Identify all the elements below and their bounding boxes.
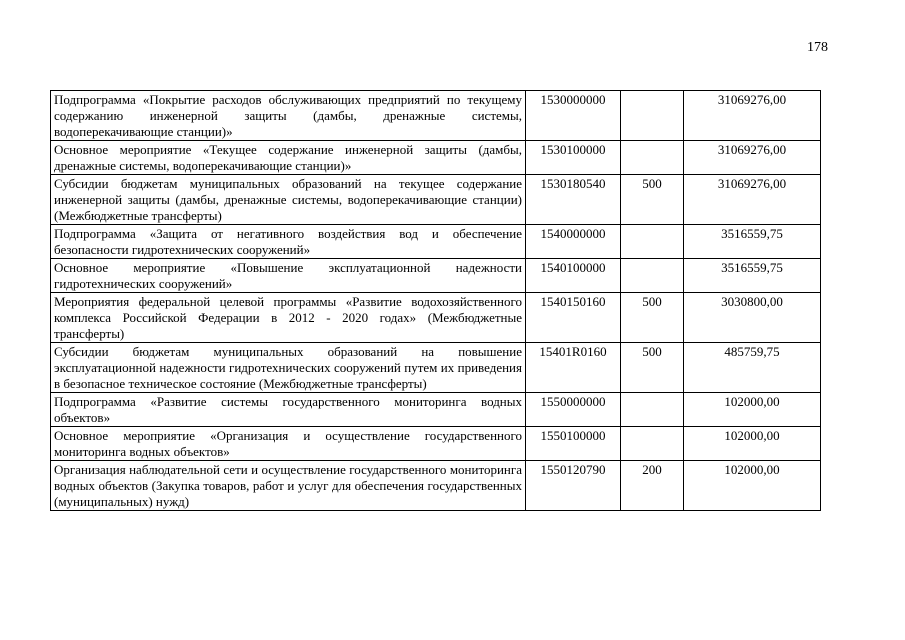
program-name-cell: Субсидии бюджетам муниципальных образований на повышение эксплуатационной надежности гидротехнических сооружений путем их приведения в безопасное техническое состояние (Межбюджетные трансферты) [51,343,526,393]
expense-type-cell [621,427,684,461]
target-code-cell: 1550000000 [526,393,621,427]
table-row [51,259,821,293]
program-name-cell: Основное мероприятие «Текущее содержание инженерной защиты (дамбы, дренажные системы, водоперекачивающие станции)» [51,141,526,175]
target-code-cell: 1550100000 [526,427,621,461]
program-name-cell: Подпрограмма «Защита от негативного воздействия вод и обеспечение безопасности гидротехнических сооружений» [51,225,526,259]
amount-cell: 102000,00 [684,393,821,427]
table-row [51,225,821,259]
expense-type-cell: 500 [621,293,684,343]
amount-cell: 3516559,75 [684,259,821,293]
table-row [51,427,821,461]
amount-cell: 31069276,00 [684,91,821,141]
amount-cell: 31069276,00 [684,141,821,175]
amount-cell: 31069276,00 [684,175,821,225]
amount-cell: 102000,00 [684,427,821,461]
expense-type-cell: 500 [621,175,684,225]
budget-table [50,90,821,511]
expense-type-cell [621,259,684,293]
table-row [51,175,821,225]
table-row [51,343,821,393]
table-row [51,91,821,141]
amount-cell: 3030800,00 [684,293,821,343]
table-row [51,293,821,343]
target-code-cell: 1540150160 [526,293,621,343]
expense-type-cell [621,393,684,427]
expense-type-cell: 200 [621,461,684,511]
target-code-cell: 1530100000 [526,141,621,175]
expense-type-cell [621,141,684,175]
target-code-cell: 1540000000 [526,225,621,259]
target-code-cell: 1550120790 [526,461,621,511]
program-name-cell: Субсидии бюджетам муниципальных образований на текущее содержание инженерной защиты (дамбы, дренажные системы, водоперекачивающие станции) (Межбюджетные трансферты) [51,175,526,225]
target-code-cell: 15401R0160 [526,343,621,393]
expense-type-cell [621,225,684,259]
target-code-cell: 1530180540 [526,175,621,225]
program-name-cell: Основное мероприятие «Организация и осуществление государственного мониторинга водных объектов» [51,427,526,461]
program-name-cell: Организация наблюдательной сети и осуществление государственного мониторинга водных объектов (Закупка товаров, работ и услуг для обеспечения государственных (муниципальных) нужд) [51,461,526,511]
expense-type-cell [621,91,684,141]
table-row [51,141,821,175]
page-number: 178 [807,40,828,55]
amount-cell: 102000,00 [684,461,821,511]
expense-type-cell: 500 [621,343,684,393]
target-code-cell: 1530000000 [526,91,621,141]
target-code-cell: 1540100000 [526,259,621,293]
program-name-cell: Подпрограмма «Покрытие расходов обслуживающих предприятий по текущему содержанию инженерной защиты (дамбы, дренажные системы, водоперекачивающие станции)» [51,91,526,141]
amount-cell: 3516559,75 [684,225,821,259]
table-row [51,393,821,427]
table-row [51,461,821,511]
program-name-cell: Подпрограмма «Развитие системы государственного мониторинга водных объектов» [51,393,526,427]
amount-cell: 485759,75 [684,343,821,393]
program-name-cell: Мероприятия федеральной целевой программы «Развитие водохозяйственного комплекса Российской Федерации в 2012 - 2020 годах» (Межбюджетные трансферты) [51,293,526,343]
program-name-cell: Основное мероприятие «Повышение эксплуатационной надежности гидротехнических сооружений» [51,259,526,293]
